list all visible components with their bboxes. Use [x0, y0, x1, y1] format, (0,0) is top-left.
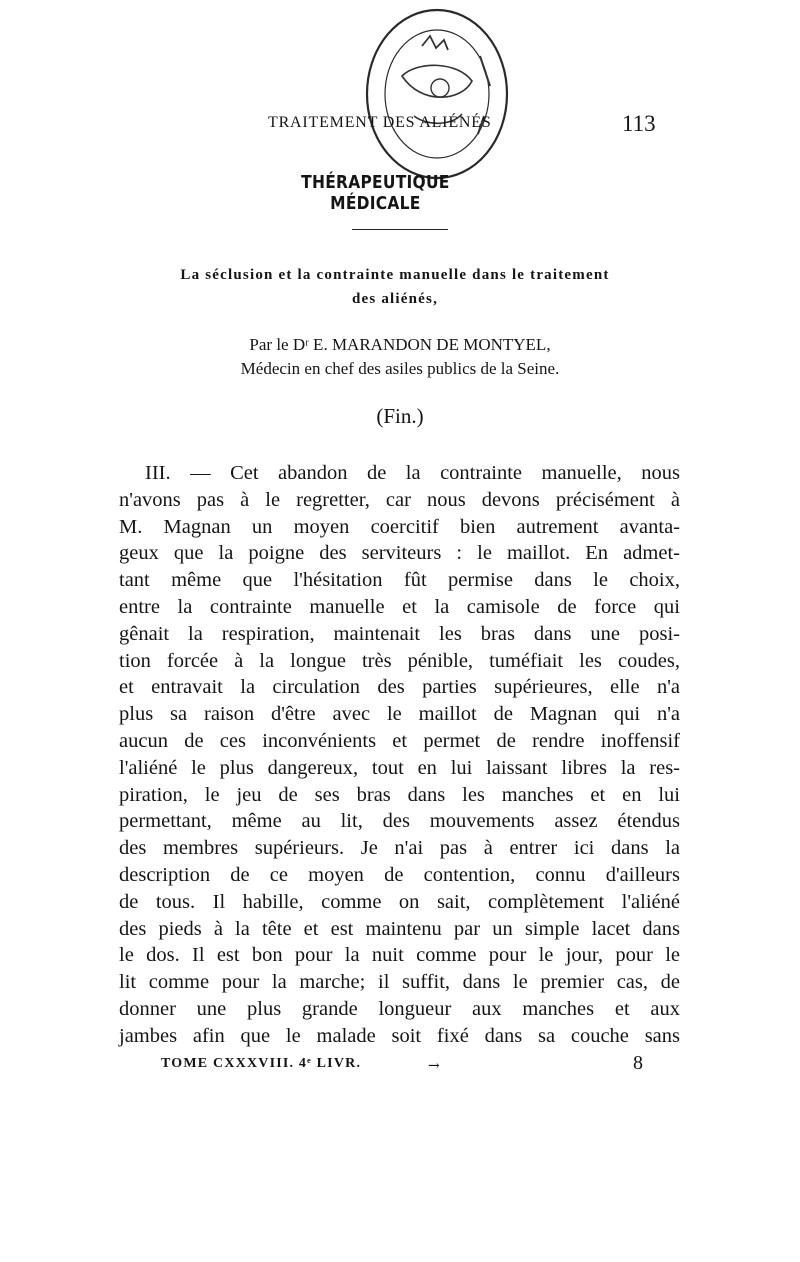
body-line: des pieds à la tête et est maintenu par un simple lacet dans [119, 917, 680, 940]
body-line: donner une plus grande longueur aux manches et aux [119, 997, 680, 1020]
article-title-line2: des aliénés, [351, 291, 439, 307]
body-line: de tous. Il habille, comme on sait, complètement l'aliéné [119, 890, 680, 913]
signature-mark: TOME CXXXVIII. 4ᵉ LIVR. [161, 1056, 362, 1071]
body-line: lit comme pour la marche; il suffit, dans le premier cas, de [119, 971, 680, 994]
library-stamp [362, 6, 512, 182]
sheet-number: 8 [633, 1052, 643, 1074]
page-number: 113 [622, 111, 656, 136]
body-line: aucun de ces inconvénients et permet de rendre inoffensif [119, 729, 680, 752]
body-line: M. Magnan un moyen coercitif bien autrement avanta- [119, 515, 680, 538]
body-line: l'aliéné le plus dangereux, tout en lui laissant libres la res- [119, 756, 680, 779]
body-line: n'avons pas à le regretter, car nous devons précisément à [119, 488, 680, 511]
body-line: tant même que l'hésitation fût permise dans le choix, [119, 569, 680, 592]
body-line: et entravait la circulation des parties supérieures, elle n'a [119, 676, 680, 699]
body-line: description de ce moyen de contention, connu d'ailleurs [119, 863, 680, 886]
body-line: le dos. Il est bon pour la nuit comme pour le jour, pour le [119, 944, 680, 967]
body-line: entre la contrainte manuelle et la camisole de force qui [119, 595, 680, 618]
body-line: geux que la poigne des serviteurs : le maillot. En admet- [119, 542, 680, 565]
body-line: plus sa raison d'être avec le maillot de Magnan qui n'a [119, 703, 680, 726]
body-line: des membres supérieurs. Je n'ai pas à entrer ici dans la [119, 837, 680, 860]
body-line: gênait la respiration, maintenait les bras dans une posi- [119, 622, 680, 645]
title-rule [352, 229, 448, 230]
body-line: piration, le jeu de ses bras dans les manches et en lui [119, 783, 680, 806]
body-paragraph [119, 460, 680, 1050]
article-title-line1: La séclusion et la contrainte manuelle dans le traitement [180, 267, 610, 283]
author-name: Par le Dʳ E. MARANDON DE MONTYEL, [249, 335, 551, 354]
author-block [100, 333, 700, 381]
body-line: tion forcée à la longue très pénible, tuméfiait les coudes, [119, 649, 680, 672]
article-title [112, 263, 678, 311]
footer-arrow: → [428, 1058, 440, 1074]
fin-label: (Fin.) [376, 404, 424, 428]
body-line: jambes afin que le malade soit fixé dans sa couche sans [119, 1024, 680, 1047]
author-affiliation: Médecin en chef des asiles publics de la Seine. [240, 359, 560, 378]
body-line: permettant, même au lit, des mouvements assez étendus [119, 810, 680, 833]
section-heading: THÉRAPEUTIQUE MÉDICALE [301, 172, 450, 214]
body-line: III. — Cet abandon de la contrainte manuelle, nous [145, 462, 680, 484]
running-head: TRAITEMENT DES ALIÉNÉS [268, 114, 492, 131]
